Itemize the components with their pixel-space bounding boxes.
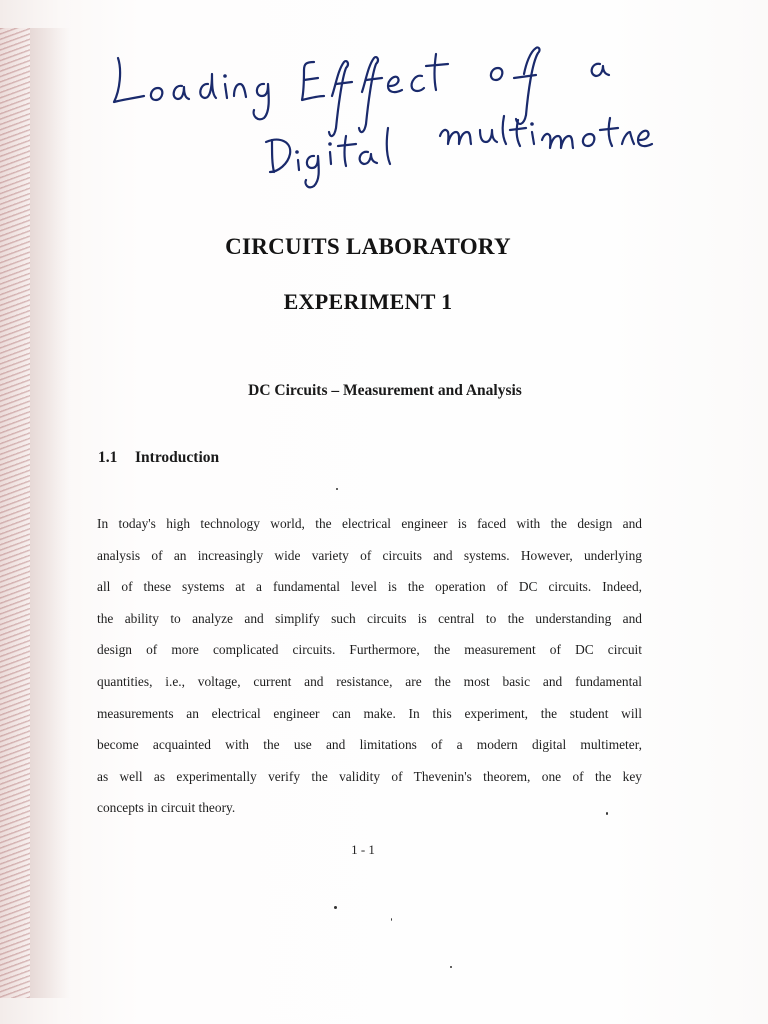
scan-speck xyxy=(606,812,608,815)
paragraph-line: quantities, i.e., voltage, current and resistance, are the most basic and fundamental xyxy=(97,673,642,689)
scan-speck xyxy=(336,488,338,490)
section-title: Introduction xyxy=(135,449,220,466)
lab-title: CIRCUITS LABORATORY xyxy=(225,234,511,259)
paragraph-line: In today's high technology world, the electrical engineer is faced with the design and xyxy=(97,516,642,531)
scan-speck xyxy=(334,906,337,909)
paragraph-line: the ability to analyze and simplify such circuits is central to the understanding and xyxy=(97,610,642,626)
paragraph-line: measurements an electrical engineer can make. In this experiment, the student will xyxy=(97,705,642,721)
experiment-subtitle: DC Circuits – Measurement and Analysis xyxy=(248,382,522,399)
scan-speck xyxy=(450,966,452,968)
handwritten-note xyxy=(100,40,680,190)
scan-speck xyxy=(391,918,392,921)
paragraph-line: all of these systems at a fundamental level is the operation of DC circuits. Indeed, xyxy=(97,579,642,595)
experiment-title: EXPERIMENT 1 xyxy=(283,289,453,314)
paragraph-line: design of more complicated circuits. Furthermore, the measurement of DC circuit xyxy=(97,642,642,658)
section-heading xyxy=(98,449,219,467)
section-number: 1.1 xyxy=(98,449,118,466)
page-number: 1 - 1 xyxy=(351,842,375,857)
paragraph-line: analysis of an increasingly wide variety of circuits and systems. However, underlying xyxy=(97,547,642,563)
introduction-paragraph xyxy=(97,514,642,830)
paragraph-line: concepts in circuit theory. xyxy=(97,800,236,816)
paragraph-line: become acquainted with the use and limitations of a modern digital multimeter, xyxy=(97,737,642,753)
paragraph-line: as well as experimentally verify the validity of Thevenin's theorem, one of the key xyxy=(97,768,642,784)
